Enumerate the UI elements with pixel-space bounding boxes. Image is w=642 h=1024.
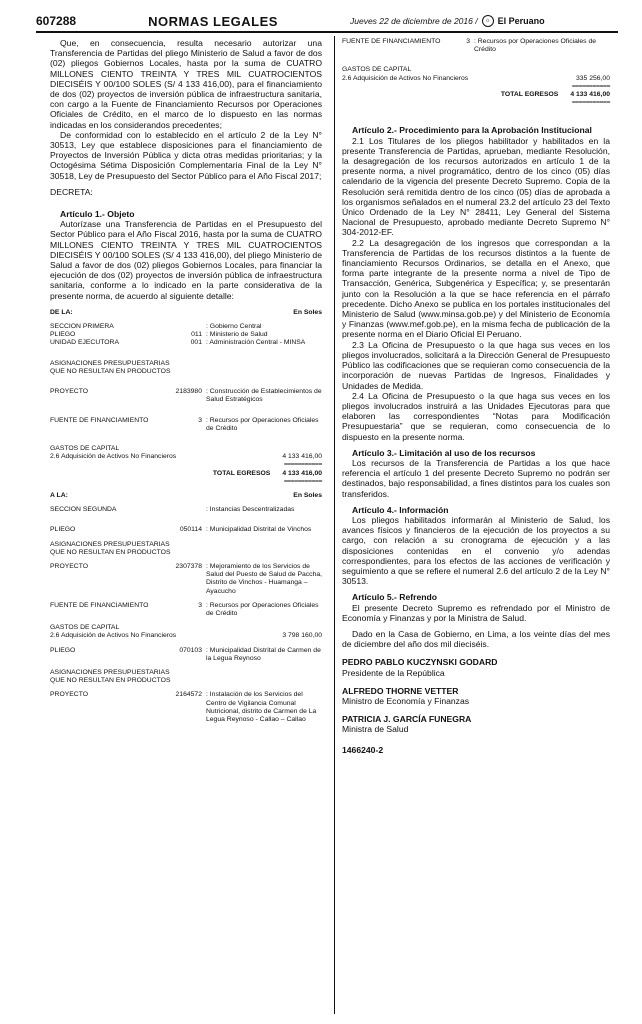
de-la-label: DE LA: [50, 308, 73, 316]
article-2-1-text: 2.1 Los Titulares de los pliegos habilitador y habilitados en la presente Transferencia de Partidas, aprueban, mediante Resolución, la desagregación de los recursos autorizados en artículo 1 de la presente norma, a nivel programático, dentro de los cinco (05) días calendario de la vigencia del presente Decreto Supremo. Copia de la Resolución será remitida dentro de los cinco (05) días de aprobada a los organismos señalados en el numeral 23.2 del artículo 23 del Texto Único Ordenado de la Ley N° 28411, Ley General del Sistema Nacional de Presupuesto, aprobado mediante Decreto Supremo N° 304-2012-EF. [342, 135, 610, 238]
asignaciones-label: ASIGNACIONES PRESUPUESTARIAS [50, 359, 170, 367]
total-egresos-row: TOTAL EGRESOS 4 133 416,00 [212, 469, 322, 477]
article-2-4-text: 2.4 La Oficina de Presupuesto o la que haga sus veces en los pliegos involucrados instruirá a las Unidades Ejecutoras para que elaboren las correspondientes “Notas para Modificación Presupuestaria” que se requieran, como consecuencia de lo dispuesto en la presente norma. [342, 390, 610, 442]
article-2-3-text: 2.3 La Oficina de Presupuesto o la que haga sus veces en los pliegos involucrados, solicitará a la Dirección General de Presupuesto Público las codificaciones que se requieran como consecuencia de la incorporación de nuevas Partidas de Ingresos, Finalidades y Unidades de Medida. [342, 339, 610, 391]
page-number: 607288 [36, 14, 77, 28]
dado-en-text: Dado en la Casa de Gobierno, en Lima, a los veinte días del mes de diciembre del año dos mil dieciséis. [342, 628, 610, 650]
en-soles-label: En Soles [293, 308, 322, 316]
transfer-table-continued: FUENTE DE FINANCIAMIENTO 3 : Recursos por Operaciones Oficiales de Crédito GASTOS DE CAPITAL 2.6 Adquisición de Activos No Financieros 335 256,00 =========== TOTAL EGRESOS 4 133 416,00 =========== [342, 38, 610, 107]
gastos-capital-label: GASTOS DE CAPITAL [50, 444, 120, 452]
table-row: 2.6 Adquisición de Activos No Financieros 3 798 160,00 [50, 632, 322, 640]
table-row: SECCION SEGUNDA : Instancias Descentralizadas [50, 506, 295, 514]
asignaciones-label-2: QUE NO RESULTAN EN PRODUCTOS [50, 367, 171, 375]
column-divider [334, 36, 335, 1014]
publication-title: NORMAS LEGALES [148, 13, 278, 29]
newspaper-name: El Peruano [497, 16, 545, 26]
table-row: FUENTE DE FINANCIAMIENTO 3 : Recursos por Operaciones Oficiales de Crédito [50, 601, 319, 617]
paragraph-conformidad: De conformidad con lo establecido en el artículo 2 de la Ley N° 30513, Ley que establece disposiciones para el financiamiento de Proyectos de Inversión Pública y dicta otras medidas prioritarias; y la Octogésima Sétima Disposición Complementaria Final de la Ley N° 30518, Ley de Presupuesto del Sector Público para el Año Fiscal 2017; [50, 129, 322, 181]
article-3-text: Los recursos de la Transferencia de Partidas a los que hace referencia el artículo 1 del presente Decreto Supremo no podrán ser destinados, bajo responsabilidad, a fines distintos para los cuales son transferidos. [342, 457, 610, 499]
total-egresos-row: TOTAL EGRESOS 4 133 416,00 [500, 91, 610, 99]
table-row: UNIDAD EJECUTORA 001 : Administración Central - MINSA [50, 339, 306, 347]
table-row: PLIEGO 070103 : Municipalidad Distrital de Carmen de la Legua Reynoso [50, 646, 321, 662]
document-code: 1466240-2 [342, 744, 384, 755]
table-row: FUENTE DE FINANCIAMIENTO 3 : Recursos por Operaciones Oficiales de Crédito [50, 416, 319, 432]
table-row: PLIEGO 011 : Ministerio de Salud [50, 331, 268, 339]
signature-president: PEDRO PABLO KUCZYNSKI GODARD Presidente de la República [342, 657, 498, 678]
article-3-title: Artículo 3.- Limitación al uso de los recursos [352, 447, 536, 458]
a-la-label: A LA: [50, 491, 68, 499]
signature-health-minister: PATRICIA J. GARCÍA FUNEGRA Ministra de Salud [342, 714, 472, 735]
article-2-2-text: 2.2 La desagregación de los ingresos que correspondan a la Transferencia de Partidas de los recursos distintos a la fuente de financiamiento Recursos Ordinarios, se detalla en el Anexo, que forma parte integrante de la presente norma a nivel de Tipo de Transacción, Genérica, Subgenérica y Específica; y, se presentarán junto con la Resolución a la que se hace referencia en el párrafo precedente. Dicho Anexo se publica en los portales institucionales del Ministerio de Salud (www.minsa.gob.pe) y del Ministerio de Economía y Finanzas (www.mef.gob.pe), en la misma fecha de publicación de la presente norma en el Diario Oficial El Peruano. [342, 237, 610, 340]
table-row: PROYECTO 2307378 : Mejoramiento de los Servicios de Salud del Puesto de Salud de Paccha, Distrito de Vinchos - Huamanga – Ayacucho [50, 562, 323, 595]
article-5-text: El presente Decreto Supremo es refrendado por el Ministro de Economía y Finanzas y por la Ministra de Salud. [342, 602, 610, 623]
page-header [36, 12, 618, 30]
table-row: SECCION PRIMERA : Gobierno Central [50, 323, 262, 331]
signature-economy-minister: ALFREDO THORNE VETTER Ministro de Economía y Finanzas [342, 685, 470, 706]
issue-date: Jueves 22 de diciembre de 2016 / [350, 16, 478, 26]
el-peruano-logo-icon: ☼ [482, 15, 494, 27]
article-4-text: Los pliegos habilitados informarán al Ministerio de Salud, los avances físicos y financieros de la ejecución de los proyectos a su cargo, con relación a su cronograma de ejecución y a las disposiciones contenidas en el convenio y/o adendas correspondientes, para los efectos de las acciones de verificación y seguimiento a que se refiere el numeral 2.6 del artículo 2 de la Ley N° 30513. [342, 514, 610, 587]
article-1-title: Artículo 1.- Objeto [60, 209, 135, 220]
article-5-title: Artículo 5.- Refrendo [352, 592, 437, 603]
paragraph-considerando: Que, en consecuencia, resulta necesario autorizar una Transferencia de Partidas del pliego Ministerio de Salud a favor de dos (02) pliegos Gobiernos Locales, hasta por la suma de CUATRO MILLONES CIENTO TREINTA Y TRES MIL CUATROCIENTOS DIECISÉIS Y 00/100 SOLES (S/ 4 133 416,00), para el financiamiento de dos (02) proyectos de inversión pública de infraestructura sanitaria, con cargo a la Fuente de Financiamiento Recursos por Operaciones Oficiales de Crédito, en el marco de lo dispuesto en las normas indicadas en los considerandos precedentes; [50, 38, 322, 130]
right-column [342, 38, 610, 755]
left-column [50, 38, 322, 724]
header-rule [36, 31, 618, 33]
article-4-title: Artículo 4.- Información [352, 504, 449, 515]
article-1-text: Autorízase una Transferencia de Partidas en el Presupuesto del Sector Público para el Año Fiscal 2016, hasta por la suma de CUATRO MILLONES CIENTO TREINTA Y TRES MIL CUATROCIENTOS DIECISÉIS Y 00/100 SOLES (S/ 4 133 416,00), del pliego Ministerio de Salud a favor de dos (02) pliegos Gobiernos Locales, para financiar la ejecución de dos (02) proyectos de inversión pública de infraestructura sanitaria, conforme a lo indicado en la parte considerativa de la presente norma, de acuerdo al siguiente detalle: [50, 219, 322, 301]
table-row: PLIEGO 050114 : Municipalidad Distrital de Vinchos [50, 526, 312, 534]
table-row: PROYECTO 2164572 : Instalación de los Servicios del Centro de Vigilancia Comunal Nutricional, distrito de Carmen de La Legua Reynoso - Callao – Callao [50, 691, 317, 723]
transfer-table-a-la: A LA: En Soles SECCION SEGUNDA : Instancias Descentralizadas PLIEGO 050114 : Municipalidad Distrital de Vinchos ASIGNACIONES PRESUPUESTARIAS QUE NO RESULTAN EN PRODUCTOS PROYECTO 2307378 : Mejoramiento de los Servicios de Salud del Puesto de Salud de Paccha, Distrito de Vinchos - Huamanga – Ayacucho FUENTE DE FINANCIAMIENTO 3 : Recursos por Operaciones Oficiales de Crédito GASTOS DE CAPITAL 2.6 Adquisición de Activos No Financieros 3 798 160,00 PLIEGO 070103 : Municipalidad Distrital de Carmen de la Legua Reynoso ASIGNACIONES PRESUPUESTARIAS QUE NO RESULTAN EN PRODUCTOS PROYECTO 2164572 : Instalación de los Servicios del Centro de Vigilancia Comunal Nutricional, distrito de Carmen de La Legua Reynoso - Callao – Callao [50, 491, 323, 723]
table-row: 2.6 Adquisición de Activos No Financieros 4 133 416,00 [50, 453, 322, 461]
transfer-table-de-la: DE LA: En Soles SECCION PRIMERA : Gobierno Central PLIEGO 011 : Ministerio de Salud UNIDAD EJECUTORA 001 : Administración Central - MINSA ASIGNACIONES PRESUPUESTARIAS QUE NO RESULTAN EN PRODUCTOS PROYECTO 2183980 : Construcción de Establecimientos de Salud Estratégicos FUENTE DE FINANCIAMIENTO 3 : Recursos por Operaciones Oficiales de Crédito GASTOS DE CAPITAL 2.6 Adquisición de Activos No Financieros 4 133 416,00 =========== TOTAL EGRESOS 4 133 416,00 =========== [50, 308, 322, 485]
article-2-title: Artículo 2.- Procedimiento para la Aprobación Institucional [352, 125, 592, 136]
header-date-block [350, 15, 618, 27]
decreta-label: DECRETA: [50, 186, 93, 197]
table-row: PROYECTO 2183980 : Construcción de Establecimientos de Salud Estratégicos [50, 388, 322, 404]
table-row: 2.6 Adquisición de Activos No Financieros 335 256,00 [342, 74, 610, 82]
table-row: FUENTE DE FINANCIAMIENTO 3 : Recursos por Operaciones Oficiales de Crédito [342, 38, 597, 54]
